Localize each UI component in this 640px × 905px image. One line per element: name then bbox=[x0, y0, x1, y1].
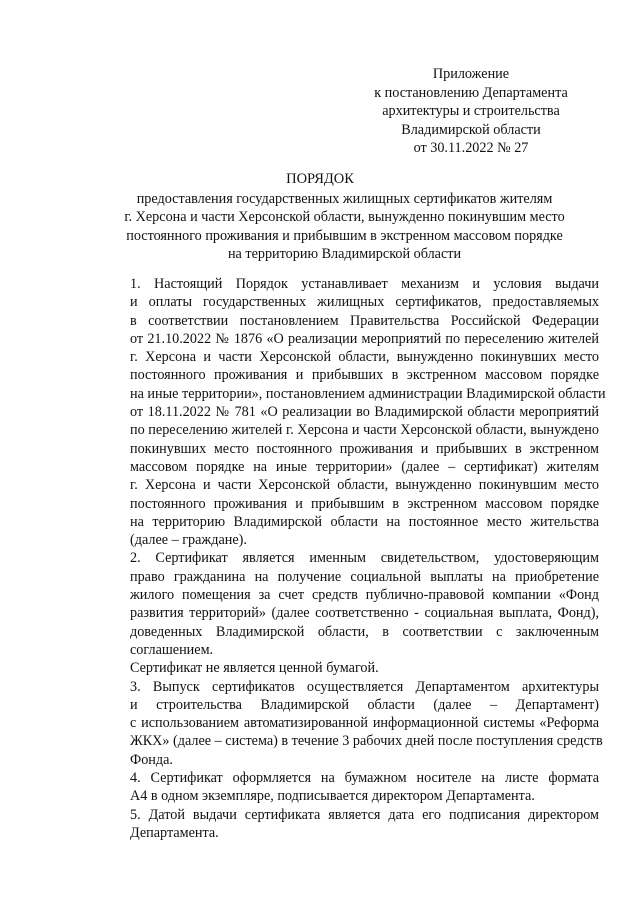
paragraph-line: покинувших место постоянного проживания и прибывших в экстренном bbox=[130, 440, 599, 457]
appendix-line: от 30.11.2022 № 27 bbox=[413, 140, 529, 156]
paragraph-line: доведенных Владимирской области, в соответствии с заключенным bbox=[130, 623, 599, 640]
appendix-line: к постановлению Департамента bbox=[374, 84, 568, 101]
paragraph bbox=[92, 659, 599, 677]
document-subtitle bbox=[92, 190, 597, 263]
paragraph bbox=[92, 806, 599, 843]
paragraph-line: 5. Датой выдачи сертификата является дата его подписания директором bbox=[130, 806, 599, 823]
paragraph bbox=[92, 769, 599, 806]
appendix-line: Приложение bbox=[432, 66, 510, 82]
paragraph-line: в соответствии постановлением Правительства Российской Федерации bbox=[130, 312, 599, 329]
paragraph-line: 4. Сертификат оформляется на бумажном носителе на листе формата bbox=[130, 770, 599, 787]
paragraph-line: жилого помещения за счет средств публично-правовой компании «Фонд bbox=[130, 587, 599, 604]
paragraph-line: А4 в одном экземпляре, подписывается директором Департамента. bbox=[130, 788, 535, 805]
paragraph-line: постоянного проживания и прибывших в экстренном массовом порядке bbox=[130, 367, 599, 384]
document-body bbox=[92, 275, 606, 842]
paragraph-line: соглашением. bbox=[130, 641, 214, 658]
appendix-line: архитектуры и строительства bbox=[382, 103, 560, 119]
paragraph-line: 2. Сертификат является именным свидетельством, удостоверяющим bbox=[130, 550, 599, 567]
paragraph-line: от 21.10.2022 № 1876 «О реализации мероприятий по переселению жителей bbox=[130, 330, 599, 347]
paragraph-line: с использованием автоматизированной информационной системы «Реформа bbox=[130, 715, 599, 732]
paragraph bbox=[92, 549, 599, 659]
paragraph-line: (далее – граждане). bbox=[130, 532, 247, 549]
paragraph-line: и строительства Владимирской области (далее – Департамент) bbox=[130, 696, 599, 713]
paragraph bbox=[92, 678, 603, 769]
paragraph-line: развития территорий» (далее соответственно - социальная выплата, Фонд), bbox=[130, 605, 599, 622]
paragraph-line: постоянного проживания и прибывшим в экстренном массовом порядке bbox=[130, 495, 599, 512]
paragraph-line: ЖКХ» (далее – система) в течение 3 рабочих дней после поступления средств bbox=[130, 733, 603, 750]
paragraph-line: г. Херсона и части Херсонской области, вынужденно покинувших место bbox=[130, 349, 599, 366]
subtitle-line: предоставления государственных жилищных сертификатов жителям bbox=[136, 191, 553, 207]
paragraph-line: 1. Настоящий Порядок устанавливает механизм и условия выдачи bbox=[130, 276, 599, 292]
paragraph-line: по переселению жителей г. Херсона и части Херсонской области, вынуждено bbox=[130, 422, 599, 439]
appendix-line: Владимирской области bbox=[401, 121, 541, 138]
subtitle-line: на территорию Владимирской области bbox=[227, 245, 462, 262]
paragraph-line: право гражданина на получение социальной выплаты на приобретение bbox=[130, 568, 599, 585]
paragraph-line: г. Херсона и части Херсонской области, вынужденно покинувшим место bbox=[130, 477, 599, 494]
paragraph-line: массовом порядке на иные территории» (далее – сертификат) жителям bbox=[130, 458, 599, 475]
paragraph-line: и оплаты государственных жилищных сертификатов, предоставляемых bbox=[130, 294, 599, 311]
paragraph-line: на иные территории», постановлением администрации Владимирской области bbox=[130, 385, 606, 402]
paragraph-line: 3. Выпуск сертификатов осуществляется Департаментом архитектуры bbox=[130, 678, 599, 695]
paragraph-line: от 18.11.2022 № 781 «О реализации во Владимирской области мероприятий bbox=[130, 404, 599, 421]
paragraph-line: Сертификат не является ценной бумагой. bbox=[130, 660, 379, 677]
document-title: ПОРЯДОК bbox=[286, 171, 354, 187]
paragraph-line: на территорию Владимирской области на постоянное место жительства bbox=[130, 513, 599, 530]
paragraph bbox=[92, 275, 606, 549]
paragraph-line: Департамента. bbox=[130, 824, 219, 841]
subtitle-line: г. Херсона и части Херсонской области, вынужденно покинувшим место bbox=[124, 209, 565, 226]
paragraph-line: Фонда. bbox=[130, 751, 173, 768]
subtitle-line: постоянного проживания и прибывшим в экстренном массовом порядке bbox=[126, 227, 563, 244]
appendix-header bbox=[352, 65, 590, 158]
